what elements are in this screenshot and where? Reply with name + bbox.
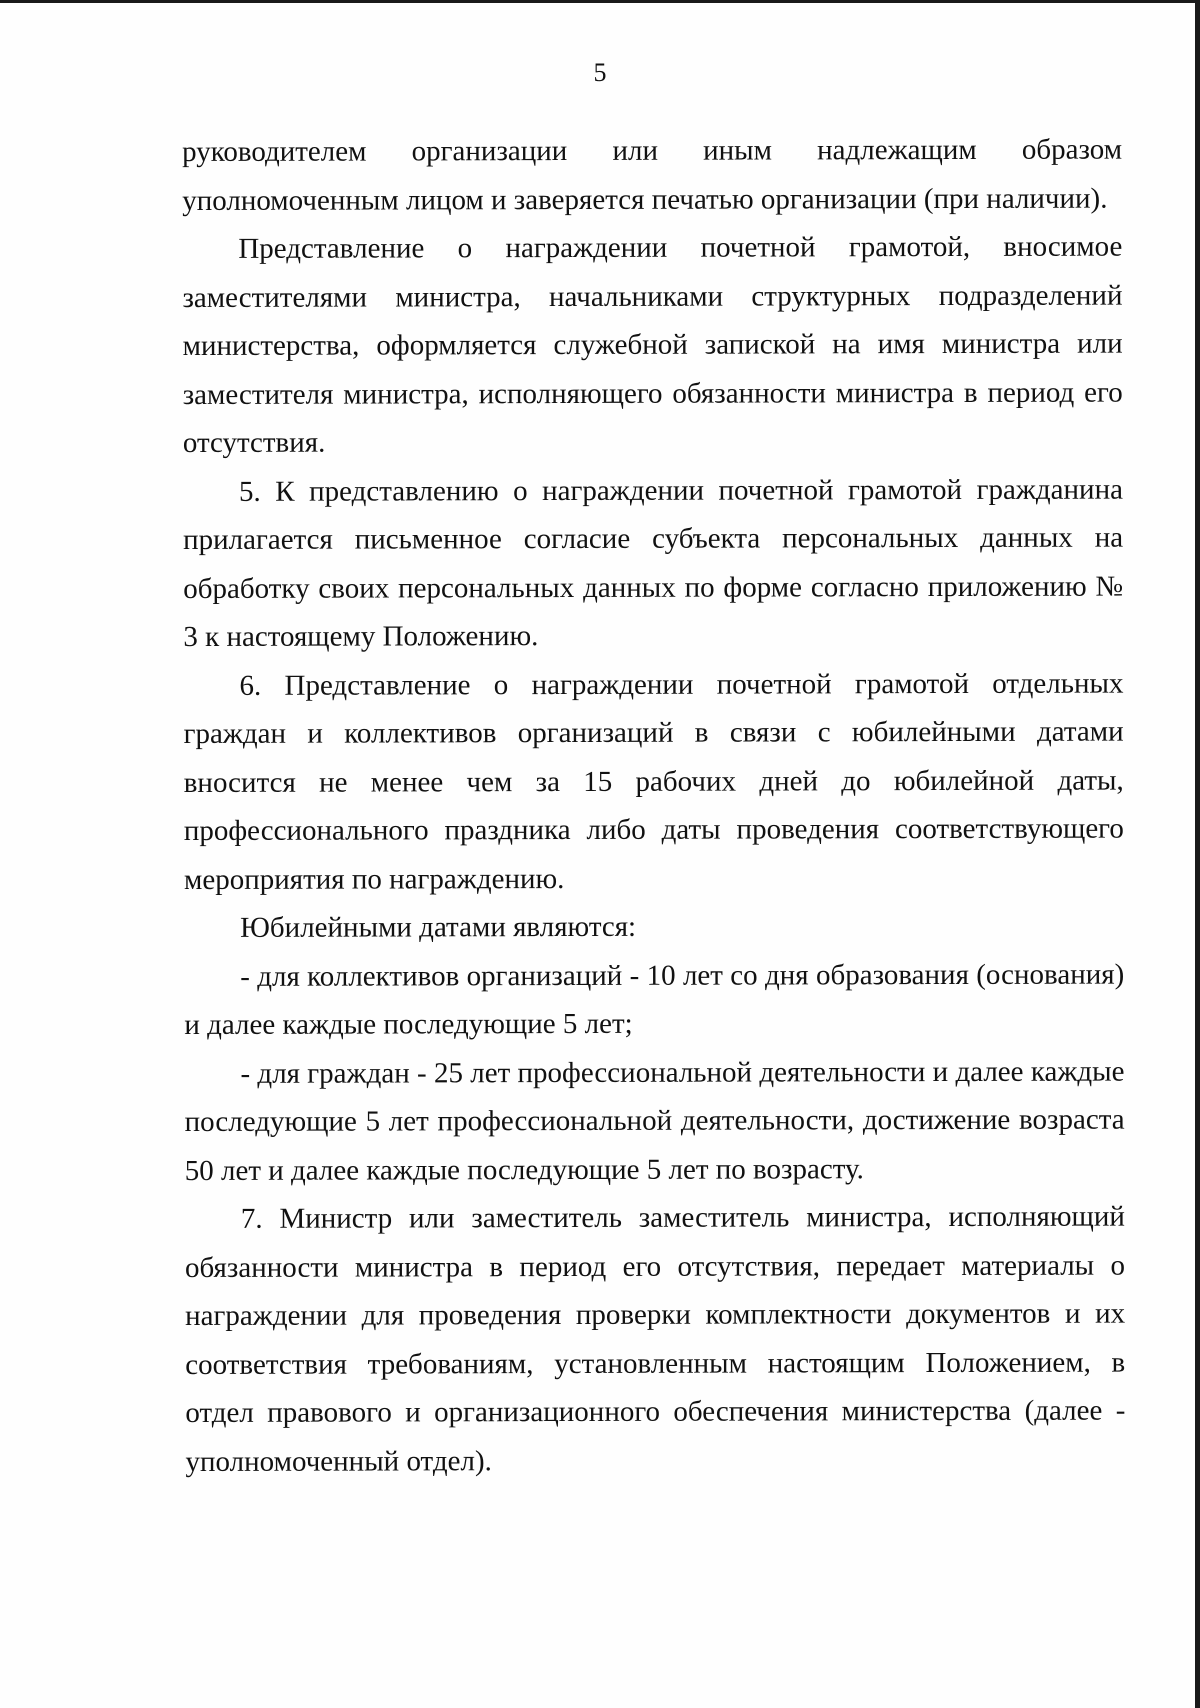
paragraph-jubilee-citizens: - для граждан - 25 лет профессиональной деятельности и далее каждые последующие 5 лет профессиональной деятельности, достижение возраста 50 лет и далее каждые последующие 5 лет по возрасту. [184,1055,1125,1187]
page-number: 5 [593,58,607,87]
paragraph-jubilee-organizations: - для коллективов организаций - 10 лет со дня образования (основания) и далее каждые последующие 5 лет; [184,958,1125,1041]
paragraph-2: Представление о награждении почетной грамотой, вносимое заместителями министра, начальниками структурных подразделений министерства, оформляется служебной запиской на имя министра или заместителя министра, исполняющего обязанности министра в период его отсутствия. [182,230,1123,459]
paragraph-1: руководителем организации или иным надлежащим образом уполномоченным лицом и заверяется печатью организации (при наличии). [182,133,1123,217]
scan-edge-right [1195,0,1200,1708]
paragraph-item-5: 5. К представлению о награждении почетной грамотой гражданина прилагается письменное согласие субъекта персональных данных на обработку своих персональных данных по форме согласно приложению № 3 к настоящему Положению. [183,473,1124,653]
paragraph-jubilee-heading: Юбилейными датами являются: [240,910,637,944]
scan-edge-top [0,0,1200,3]
paragraph-item-7: 7. Министр или заместитель заместитель министра, исполняющий обязанности министра в период его отсутствия, передает материалы о награждении для проведения проверки комплектности документов и их соответствия требованиям, установленным настоящим Положением, в отдел правового и организационного обеспечения министерства (далее - уполномоченный отдел). [184,1200,1126,1478]
paragraph-item-6: 6. Представление о награждении почетной грамотой отдельных граждан и коллективов организаций в связи с юбилейными датами вносится не менее чем за 15 рабочих дней до юбилейной даты, профессионального праздника либо даты проведения соответствующего мероприятия по награждению. [183,667,1124,896]
document-body [182,126,1126,1486]
